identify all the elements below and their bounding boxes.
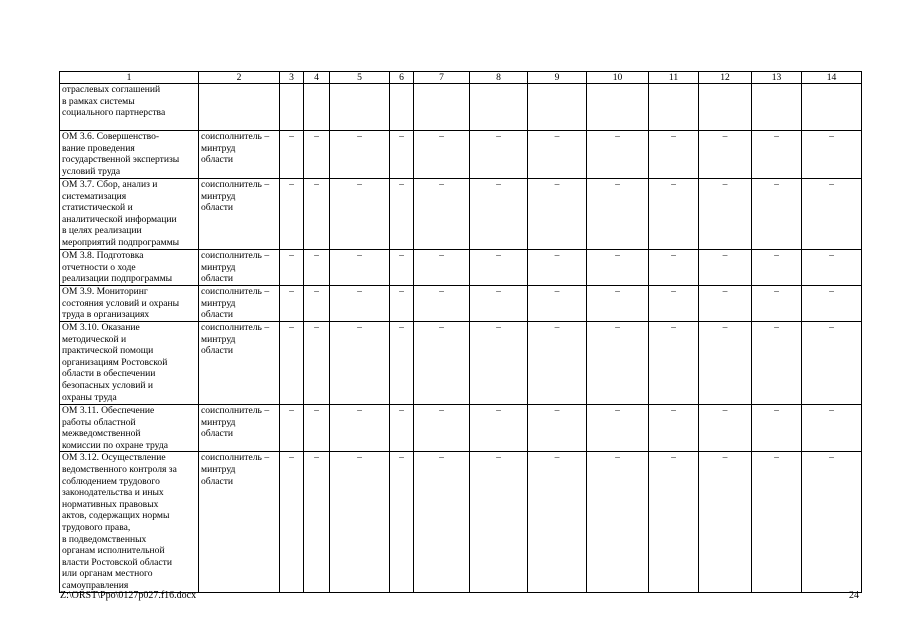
value-cell: – [470, 452, 528, 592]
value-cell [330, 84, 390, 131]
value-cell: – [699, 286, 752, 322]
value-cell: – [414, 286, 470, 322]
executor-cell: соисполнитель – минтруд области [199, 286, 280, 322]
file-path: Z:\ORST\Ppo\0127p027.f16.docx [60, 590, 197, 601]
value-cell: – [528, 179, 587, 250]
value-cell: – [280, 131, 304, 179]
value-cell: – [390, 131, 414, 179]
value-cell: – [390, 286, 414, 322]
table-row [60, 452, 862, 592]
table-row [60, 179, 862, 250]
value-cell [587, 84, 649, 131]
value-cell: – [802, 179, 862, 250]
value-cell: – [587, 322, 649, 405]
value-cell: – [414, 131, 470, 179]
table-row [60, 84, 862, 131]
column-number-header: 4 [304, 72, 330, 84]
value-cell: – [330, 322, 390, 405]
value-cell: – [330, 405, 390, 452]
value-cell: – [649, 179, 699, 250]
table-row [60, 322, 862, 405]
activity-name-cell: ОМ 3.8. Подготовка отчетности о ходе реализации подпрограммы [60, 250, 199, 286]
value-cell: – [649, 286, 699, 322]
value-cell: – [304, 452, 330, 592]
value-cell [470, 84, 528, 131]
executor-cell: соисполнитель – минтруд области [199, 322, 280, 405]
column-number-header: 5 [330, 72, 390, 84]
column-number-header: 14 [802, 72, 862, 84]
value-cell: – [414, 405, 470, 452]
plan-table [59, 71, 862, 593]
value-cell: – [390, 405, 414, 452]
value-cell: – [528, 131, 587, 179]
value-cell: – [699, 452, 752, 592]
value-cell: – [802, 131, 862, 179]
value-cell: – [470, 250, 528, 286]
value-cell: – [752, 405, 802, 452]
value-cell [699, 84, 752, 131]
value-cell: – [304, 322, 330, 405]
value-cell: – [528, 286, 587, 322]
value-cell: – [528, 322, 587, 405]
value-cell: – [304, 131, 330, 179]
value-cell: – [414, 452, 470, 592]
value-cell: – [802, 322, 862, 405]
value-cell: – [699, 322, 752, 405]
header-row [60, 72, 862, 84]
value-cell: – [649, 405, 699, 452]
value-cell: – [649, 452, 699, 592]
value-cell [649, 84, 699, 131]
value-cell: – [802, 286, 862, 322]
value-cell [802, 84, 862, 131]
value-cell: – [304, 405, 330, 452]
column-number-header: 1 [60, 72, 199, 84]
value-cell: – [752, 322, 802, 405]
value-cell: – [699, 405, 752, 452]
value-cell: – [649, 131, 699, 179]
value-cell: – [280, 286, 304, 322]
activity-name-cell: ОМ 3.6. Совершенство- вание проведения государственной экспертизы условий труда [60, 131, 199, 179]
value-cell: – [414, 179, 470, 250]
value-cell: – [414, 250, 470, 286]
value-cell [752, 84, 802, 131]
value-cell: – [470, 322, 528, 405]
value-cell: – [414, 322, 470, 405]
value-cell: – [330, 286, 390, 322]
column-number-header: 10 [587, 72, 649, 84]
value-cell: – [649, 250, 699, 286]
value-cell: – [752, 131, 802, 179]
value-cell: – [280, 250, 304, 286]
executor-cell [199, 84, 280, 131]
activity-name-cell: ОМ 3.10. Оказание методической и практической помощи организациям Ростовской области в обеспечении безопасных условий и охраны труда [60, 322, 199, 405]
value-cell: – [470, 405, 528, 452]
value-cell: – [280, 179, 304, 250]
value-cell: – [802, 452, 862, 592]
value-cell: – [752, 452, 802, 592]
value-cell: – [390, 179, 414, 250]
table-row [60, 286, 862, 322]
executor-cell: соисполнитель – минтруд области [199, 250, 280, 286]
column-number-header: 11 [649, 72, 699, 84]
value-cell: – [528, 250, 587, 286]
value-cell: – [752, 179, 802, 250]
table-row [60, 131, 862, 179]
column-number-header: 3 [280, 72, 304, 84]
value-cell: – [752, 286, 802, 322]
value-cell: – [390, 250, 414, 286]
value-cell: – [587, 250, 649, 286]
activity-name-cell: ОМ 3.7. Сбор, анализ и систематизация статистической и аналитической информации в целях реализации мероприятий подпрограммы [60, 179, 199, 250]
column-number-header: 8 [470, 72, 528, 84]
value-cell: – [699, 131, 752, 179]
value-cell: – [649, 322, 699, 405]
column-number-header: 12 [699, 72, 752, 84]
value-cell: – [699, 179, 752, 250]
value-cell: – [470, 179, 528, 250]
value-cell [304, 84, 330, 131]
value-cell [528, 84, 587, 131]
value-cell: – [280, 322, 304, 405]
value-cell: – [752, 250, 802, 286]
value-cell: – [330, 179, 390, 250]
value-cell: – [587, 179, 649, 250]
table-row [60, 250, 862, 286]
value-cell: – [330, 452, 390, 592]
activity-name-cell: отраслевых соглашений в рамках системы социального партнерства [60, 84, 199, 131]
activity-name-cell: ОМ 3.9. Мониторинг состояния условий и охраны труда в организациях [60, 286, 199, 322]
value-cell: – [304, 179, 330, 250]
value-cell: – [280, 405, 304, 452]
executor-cell: соисполнитель – минтруд области [199, 405, 280, 452]
value-cell: – [699, 250, 752, 286]
executor-cell: соисполнитель – минтруд области [199, 131, 280, 179]
value-cell: – [280, 452, 304, 592]
value-cell: – [587, 405, 649, 452]
activity-name-cell: ОМ 3.11. Обеспечение работы областной межведомственной комиссии по охране труда [60, 405, 199, 452]
value-cell: – [330, 131, 390, 179]
executor-cell: соисполнитель – минтруд области [199, 452, 280, 592]
value-cell: – [330, 250, 390, 286]
value-cell: – [304, 286, 330, 322]
column-number-header: 9 [528, 72, 587, 84]
column-number-header: 6 [390, 72, 414, 84]
value-cell [280, 84, 304, 131]
value-cell: – [802, 250, 862, 286]
page-number: 24 [849, 590, 859, 601]
value-cell: – [528, 405, 587, 452]
value-cell: – [470, 131, 528, 179]
executor-cell: соисполнитель – минтруд области [199, 179, 280, 250]
value-cell: – [587, 452, 649, 592]
column-number-header: 13 [752, 72, 802, 84]
value-cell: – [470, 286, 528, 322]
value-cell: – [587, 286, 649, 322]
value-cell: – [304, 250, 330, 286]
value-cell [390, 84, 414, 131]
value-cell [414, 84, 470, 131]
value-cell: – [802, 405, 862, 452]
table-row [60, 405, 862, 452]
value-cell: – [390, 322, 414, 405]
value-cell: – [587, 131, 649, 179]
value-cell: – [528, 452, 587, 592]
column-number-header: 2 [199, 72, 280, 84]
value-cell: – [390, 452, 414, 592]
activity-name-cell: ОМ 3.12. Осуществление ведомственного контроля за соблюдением трудового законодательства и иных нормативных правовых актов, содержащих нормы трудового права, в подведомственных органам исполнительной власти Ростовской области или органам местного самоуправления [60, 452, 199, 592]
column-number-header: 7 [414, 72, 470, 84]
